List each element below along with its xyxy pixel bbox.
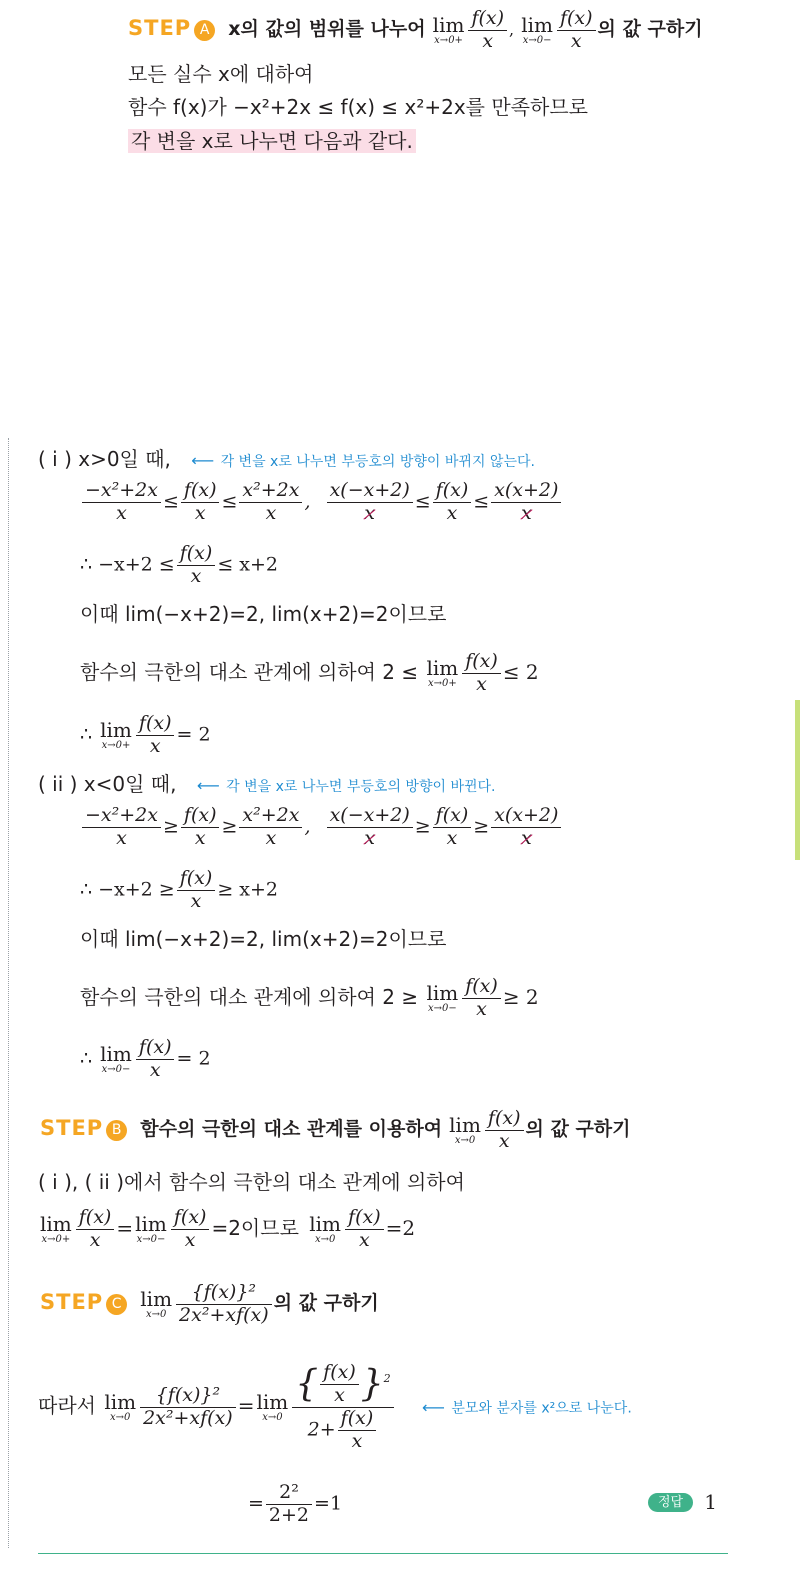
case1-limit-line: 이때 lim(−x+2)=2, lim(x+2)=2이므로 xyxy=(80,602,447,626)
case2-limit-line: 이때 lim(−x+2)=2, lim(x+2)=2이므로 xyxy=(80,927,447,951)
step-a-header: STEP A x의 값의 범위를 나누어 lim x→0+ $\frac{f(x)}{x}$ , lim x→0− $\frac{f(x)}{x}$ 의 값 구하기 xyxy=(128,7,703,52)
step-c-suffix: 의 값 구하기 xyxy=(273,1291,379,1314)
answer-badge: 정답 xyxy=(648,1493,693,1512)
answer xyxy=(648,1492,717,1512)
step-c-badge: C xyxy=(106,1294,127,1315)
case2-squeeze: 함수의 극한의 대소 관계에 의하여 2 ≥ lim x→0− $\frac{f(x)}{x}$ ≥ 2 xyxy=(80,975,539,1020)
case2-inequality: $\frac{\text{−x²+2x}}{x}$ ≥ $\frac{f(x)}{x}$ ≥ $\frac{\text{x²+2x}}{x}$ , $\frac{x(-x+2)}{x}$ ≥ $\frac{f(x)}{x}$ ≥ $\frac{x(x+2)}{x}$ xyxy=(80,805,563,850)
step-a-suffix: 의 값 구하기 xyxy=(597,17,703,40)
step-a-label: STEP xyxy=(128,15,192,40)
step-b-header: STEP B 함수의 극한의 대소 관계를 이용하여 lim x→0 $\frac{f(x)}{x}$ 의 값 구하기 xyxy=(40,1107,631,1152)
intro-line-2: 함수 f(x)가 −x²+2x ≤ f(x) ≤ x²+2x를 만족하므로 xyxy=(128,95,588,119)
case1-therefore: ∴ −x+2 ≤ $\frac{f(x)}{x}$ ≤ x+2 xyxy=(80,542,278,587)
step-b-line-2: lim x→0+ $\frac{f(x)}{x}$ = lim x→0− $\frac{f(x)}{x}$ =2이므로 lim x→0 $\frac{f(x)}{x}$ =2 xyxy=(40,1206,416,1251)
arrow-left-icon: ⟵ xyxy=(422,1397,445,1417)
step-c-note: 분모와 분자를 x²으로 나눈다. xyxy=(451,1400,632,1417)
fx-over-x: $\frac{f(x)}{x}$ xyxy=(557,8,596,53)
bottom-divider xyxy=(38,1553,728,1554)
case2-label: ( ii ) x<0일 때, ⟵ 각 변을 x로 나누면 부등호의 방향이 바뀐다. xyxy=(38,772,496,796)
step-a-badge: A xyxy=(194,20,215,41)
step-c-derivation: 따라서 lim x→0 $\frac{\text{\{f(x)\}²}}{\text{2x²+xf(x)}}$ = lim x→0 { $\frac{f(x)}{x}$ }$^2$ 2+ $\frac{f(x)}{x}$ ⟵ 분모와 분자를 x²으로 나눈다. xyxy=(38,1361,632,1452)
case2-result: ∴ lim x→0− $\frac{f(x)}{x}$ = 2 xyxy=(80,1036,211,1081)
intro-line-1: 모든 실수 x에 대하여 xyxy=(128,62,314,86)
case2-note: 각 변을 x로 나누면 부등호의 방향이 바뀐다. xyxy=(226,779,496,795)
step-c-header: STEP C lim x→0 $\frac{\text{\{f(x)\}²}}{\text{2x²+xf(x)}}$ 의 값 구하기 xyxy=(40,1281,379,1326)
intro-line-3: 각 변을 x로 나누면 다음과 같다. xyxy=(128,131,416,151)
answer-value: 1 xyxy=(704,1490,717,1514)
step-c-label: STEP xyxy=(40,1289,104,1314)
step-b-badge: B xyxy=(106,1120,127,1141)
case1-inequality: $\frac{\text{−x²+2x}}{x}$ ≤ $\frac{f(x)}{x}$ ≤ $\frac{\text{x²+2x}}{x}$ , $\frac{x(-x+2)}{x}$ ≤ $\frac{f(x)}{x}$ ≤ $\frac{x(x+2)}{x}$ xyxy=(80,480,563,525)
side-tab-marker xyxy=(795,700,800,860)
arrow-left-icon: ⟵ xyxy=(196,776,220,795)
case1-squeeze: 함수의 극한의 대소 관계에 의하여 2 ≤ lim x→0+ $\frac{f(x)}{x}$ ≤ 2 xyxy=(80,650,539,695)
lim-0plus: lim x→0+ xyxy=(432,12,465,46)
step-b-line-1: ( i ), ( ii )에서 함수의 극한의 대소 관계에 의하여 xyxy=(38,1170,465,1194)
case1-label: ( i ) x>0일 때, ⟵ 각 변을 x로 나누면 부등호의 방향이 바뀌지 않는다. xyxy=(38,447,535,471)
step-a-title: x의 값의 범위를 나누어 xyxy=(228,17,426,40)
fx-over-x: $\frac{f(x)}{x}$ xyxy=(468,8,507,53)
case1-result: ∴ lim x→0+ $\frac{f(x)}{x}$ = 2 xyxy=(80,712,211,757)
case1-note: 각 변을 x로 나누면 부등호의 방향이 바뀌지 않는다. xyxy=(220,454,535,470)
left-dotted-border xyxy=(8,438,9,1548)
lim-0minus: lim x→0− xyxy=(521,12,553,46)
arrow-left-icon: ⟵ xyxy=(191,451,215,470)
step-b-title: 함수의 극한의 대소 관계를 이용하여 xyxy=(140,1117,443,1140)
case2-therefore: ∴ −x+2 ≥ $\frac{f(x)}{x}$ ≥ x+2 xyxy=(80,867,278,912)
step-c-final: = $\frac{\text{2²}}{2+2}$ =1 xyxy=(248,1481,343,1526)
step-b-label: STEP xyxy=(40,1115,104,1140)
step-b-suffix: 의 값 구하기 xyxy=(525,1117,631,1140)
